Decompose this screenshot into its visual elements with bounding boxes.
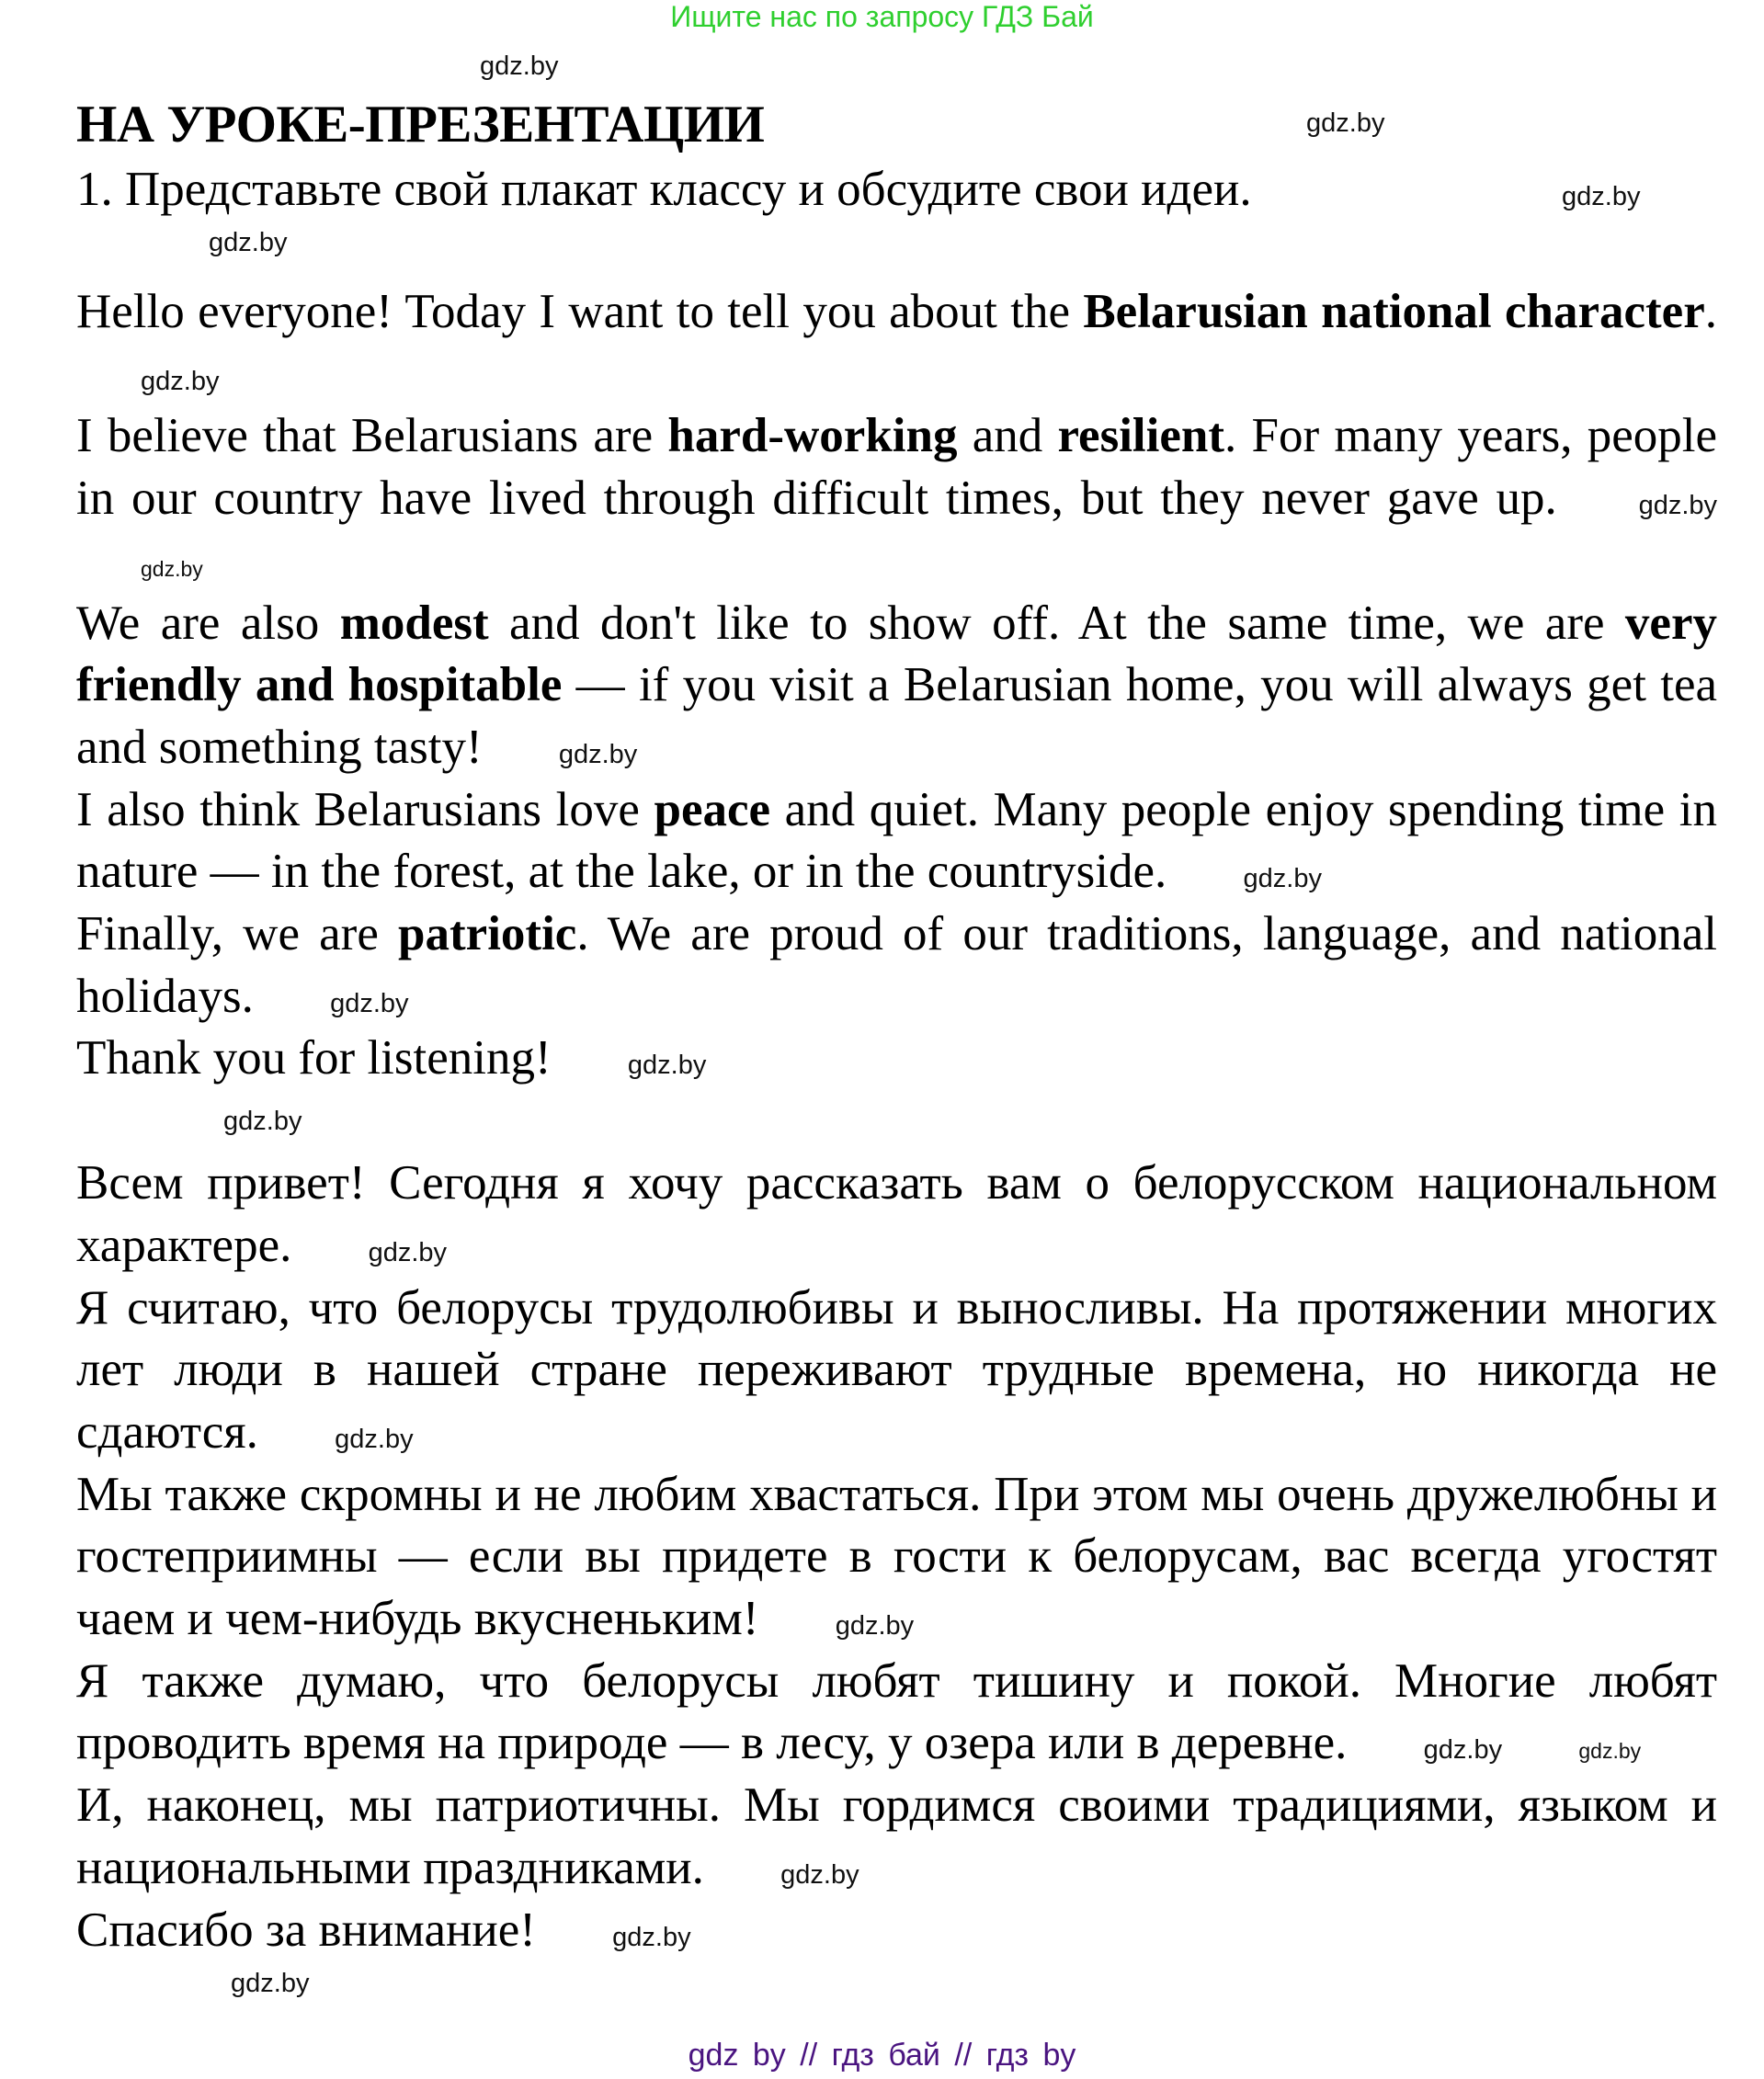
section-heading: НА УРОКЕ-ПРЕЗЕНТАЦИИ [76,96,765,153]
text-segment: Я также думаю, что белорусы любят тишину и покой. Многие любят проводить время на природе — в лесу, у озера или в деревне. [76,1653,1717,1770]
paragraph [76,1775,1717,1899]
paragraph [76,1278,1717,1464]
paragraph [76,1900,1717,1962]
russian-text [76,1153,1717,1961]
paragraph [76,281,1717,405]
text-segment: I believe that Belarusians are [76,409,668,463]
text-segment: Hello everyone! Today I want to tell you about the [76,285,1084,338]
text-segment: and quiet. Many people enjoy spending time in nature — in the forest, at the lake, or in the countryside. [76,782,1717,899]
watermark: gdz.by [612,1922,691,1952]
watermark: gdz.by [231,1969,310,1999]
bold-phrase: resilient [1057,409,1225,463]
text-segment: I also think Belarusians love [76,782,654,836]
paragraph [76,1464,1717,1651]
paragraph [76,779,1717,903]
text-segment: Finally, we are [76,907,399,961]
watermark: gdz.by [141,556,203,581]
text-segment: and [957,409,1058,463]
text-segment: and don't like to show off. At the same time, we are [488,596,1625,650]
watermark: gdz.by [1306,108,1385,138]
text-segment: Спасибо за внимание! [76,1903,536,1957]
watermark-gap [76,1090,1717,1153]
watermark: gdz.by [627,1051,707,1081]
paragraph [76,1153,1717,1277]
paragraph [76,903,1717,1028]
text-segment: Мы также скромны и не любим хвастаться. При этом мы очень дружелюбны и гостеприимны — если вы придете в гости к белорусам, вас всегда угостят чаем и чем-нибудь вкусненьким! [76,1467,1717,1646]
text-segment: . [1704,285,1717,338]
watermark: gdz.by [141,366,220,396]
english-text [76,281,1717,1090]
paragraph [76,593,1717,779]
watermark: gdz.by [480,51,559,81]
bold-phrase: hard-working [667,409,958,463]
watermark: gdz.by [1423,1735,1503,1766]
watermark-gap [76,1961,1717,2024]
bold-phrase: peace [654,782,771,836]
text-segment: Я считаю, что белорусы трудолюбивы и выносливы. На протяжении многих лет люди в нашей стране переживают трудные времена, но никогда не сдаются. [76,1280,1717,1459]
text-segment: — if you visit a Belarusian home, you will always get tea and something tasty! [76,658,1717,774]
watermark: gdz.by [1243,864,1322,894]
watermark: gdz.by [780,1859,859,1890]
text-segment: We are also [76,596,340,650]
watermark: gdz.by [835,1611,915,1642]
content-flow [76,281,1717,2079]
text-segment: Всем привет! Сегодня я хочу рассказать вам о белорусском национальном характере. [76,1156,1717,1272]
watermark: gdz.by [330,988,409,1018]
watermark: gdz.by [368,1237,448,1267]
text-segment: И, наконец, мы патриотичны. Мы гордимся своими традициями, языком и национальными праздниками. [76,1778,1717,1894]
bold-phrase: very friendly and hospitable [76,596,1717,712]
bold-phrase: patriotic [398,907,577,961]
text-segment: Thank you for listening! [76,1031,552,1085]
bold-phrase: Belarusian national character [1083,285,1705,338]
watermark: gdz.by [1638,491,1718,521]
bold-phrase: modest [339,596,489,650]
watermark: gdz.by [1578,1739,1642,1764]
watermark: gdz.by [223,1107,302,1137]
paragraph [76,405,1717,592]
text-segment: . For many years, people in our country have lived through difficult times, but they never gave up. [76,409,1717,526]
paragraph [76,1651,1717,1775]
paragraph [76,1028,1717,1090]
watermark: gdz.by [1562,182,1641,211]
watermark: gdz.by [335,1424,414,1454]
search-banner: Ищите нас по запросу ГДЗ Бай [670,0,1094,33]
text-segment: . We are proud of our traditions, language, and national holidays. [76,907,1717,1023]
watermark: gdz.by [209,228,288,257]
footer-links: gdz by // гдз бай // гдз by [688,2038,1076,2073]
watermark: gdz.by [558,739,638,769]
task-text: 1. Представьте свой плакат классу и обсудите свои идеи. [76,163,1252,216]
